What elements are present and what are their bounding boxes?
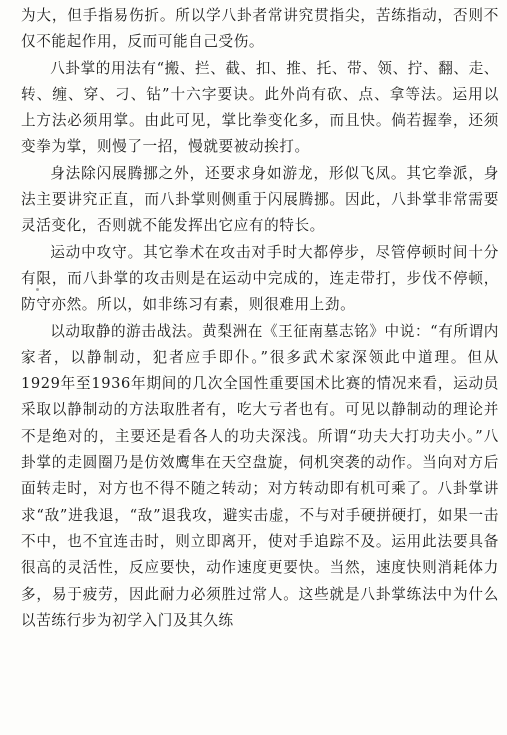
paragraph-attack-in-motion: 运动中攻守。其它拳术在攻击对手时大都停步，尽管停顿时间十分有限，而八卦掌的攻击则是在运动中完成的，连走带打，步伐不停顿，防守亦然。所以，如非练习有素，则很难用上劲。 (21, 243, 499, 314)
paragraph-body-technique: 身法除闪展腾挪之外，还要求身如游龙，形似飞凤。其它拳派，身法主要讲究正直，而八卦掌则侧重于闪展腾挪。因此，八卦掌非常需要灵活变化，否则就不能发挥出它应有的特长。 (21, 164, 499, 235)
scan-speck (36, 288, 39, 291)
paragraph-guerrilla-tactics: 以动取静的游击战法。黄梨洲在《王征南墓志铭》中说：“有所谓内家者，以静制动，犯者应手即仆。”很多武术家深领此中道理。但从1929年至1936年期间的几次全国性重要国术比赛的情况来看，运动员采取以静制动的方法取胜者有，吃大亏者也有。可见以静制动的理论并不是绝对的，主要还是看各人的功夫深浅。所谓“功夫大打功夫小。”八卦掌的走圆圈乃是仿效鹰隼在天空盘旋，伺机突袭的动作。当向对方后面转走时，对方也不得不随之转动；对方转动即有机可乘了。八卦掌讲求“敌”进我退，“敌”退我攻，避实击虚，不与对手硬拼硬打，如果一击不中，也不宜连击时，则立即离开，使对手追踪不及。运用此法要具备很高的灵活性，反应要快，动作速度更要快。当然，速度快则消耗体力多，易于疲劳，因此耐力必须胜过常人。这些就是八卦掌练法中为什么以苦练行步为初学入门及其久练 (21, 322, 499, 629)
paragraph-finger-training: 为大，但手指易伤折。所以学八卦者常讲究贯指尖，苦练指动，否则不仅不能起作用，反而可能自己受伤。 (21, 7, 499, 51)
paragraph-sixteen-methods: 八卦掌的用法有“搬、拦、截、扣、推、托、带、领、拧、翻、走、转、缠、穿、刁、钻”十六字要诀。此外尚有砍、点、拿等法。运用以上方法必须用掌。由此可见，掌比拳变化多，而且快。倘若握拳，还须变拳为掌，则慢了一招，慢就要被动挨打。 (21, 59, 499, 156)
